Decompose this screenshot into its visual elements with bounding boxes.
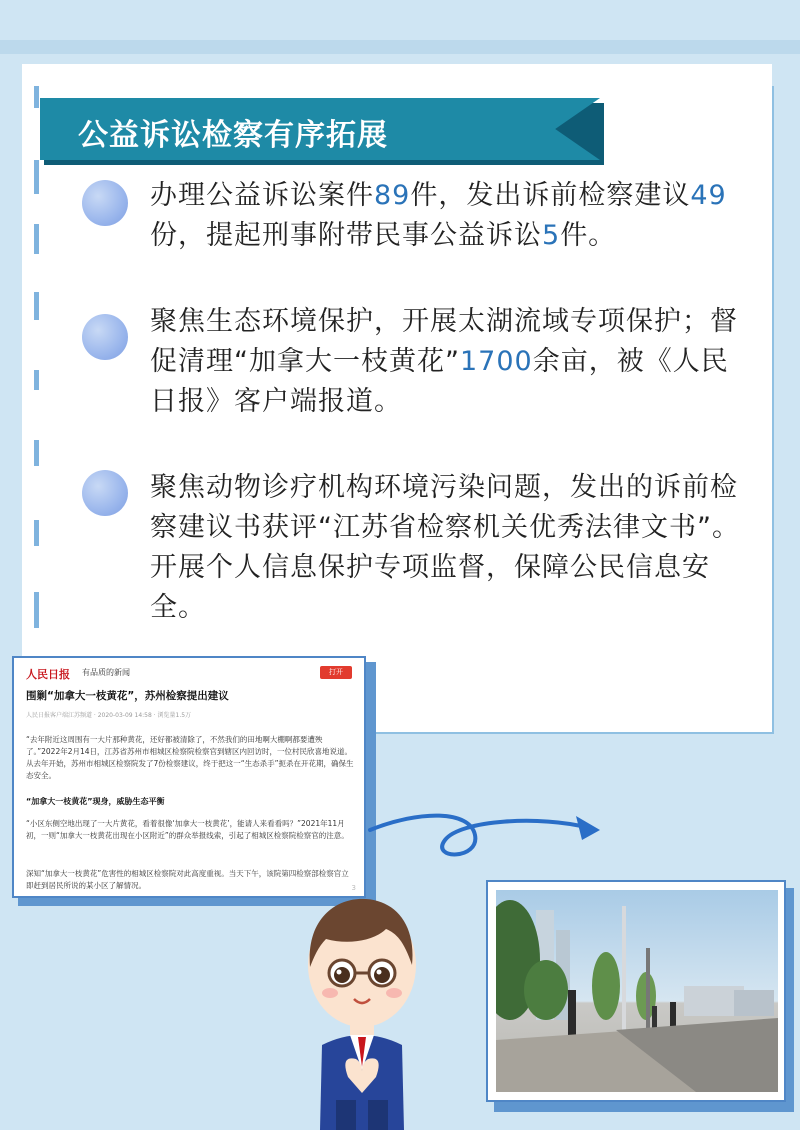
news-slogan: 有品质的新闻: [82, 668, 130, 677]
list-item: [150, 176, 740, 256]
news-headline: 围剿“加拿大一枝黄花”，苏州检察提出建议: [26, 690, 229, 702]
news-paragraph: “去年附近这周围有一大片那种黄花，还好都被清除了，不然我们的田地啊大棚啊都要遭殃了。”2022年2月14日，江苏省苏州市相城区检察院检察官到辖区内回访时，一位村民欣喜地说道。从去年开始，苏州市相城区检察院发了7份检察建议，终于把这一“生态杀手”扼杀在开花期，确保生态安全。: [26, 735, 354, 780]
background-stripe: [0, 40, 800, 54]
highlight-number: 1700: [459, 346, 533, 377]
news-meta: 人民日报客户端江苏频道 · 2020-03-09 14:58 · 浏览量1.5万: [26, 712, 192, 719]
item-text: 份，提起刑事附带民事公益诉讼: [150, 220, 542, 251]
highlight-number: 5: [542, 220, 561, 251]
news-paragraph: 深知“加拿大一枝黄花”危害性的相城区检察院对此高度重视。当天下午，该院第四检察部检察官立即赶到居民所说的某小区了解情况。: [26, 869, 349, 890]
item-text: 余亩，被《人民日报》客户端报道。: [150, 346, 729, 417]
list-item: [150, 468, 740, 628]
news-screenshot: [12, 656, 366, 898]
item-text: 件。: [560, 220, 617, 251]
open-button[interactable]: 打开: [320, 666, 352, 679]
bullet-icon: [82, 314, 128, 360]
news-logo: 人民日报: [26, 668, 70, 681]
item-text: 办理公益诉讼案件: [150, 180, 374, 211]
news-paragraph: “小区东侧空地出现了一大片黄花，看着很像‘加拿大一枝黄花’，能请人来看看吗？”2021年11月初，一则“加拿大一枝黄花出现在小区附近”的群众举报线索，引起了相城区检察院检察官的注意。: [26, 819, 349, 840]
street-photo: [486, 880, 786, 1102]
highlight-number: 89: [374, 180, 411, 211]
list-item: [150, 302, 740, 422]
news-page-number: 3: [351, 884, 356, 892]
news-subhead: “加拿大一枝黄花”现身，威胁生态平衡: [26, 797, 165, 806]
item-text: 件，发出诉前检察建议: [410, 180, 691, 211]
section-title: 公益诉讼检察有序拓展: [78, 118, 388, 153]
bullet-icon: [82, 180, 128, 226]
highlight-number: 49: [690, 180, 727, 211]
bullet-icon: [82, 470, 128, 516]
cartoon-prosecutor-icon: [300, 895, 420, 1130]
item-text: 聚焦动物诊疗机构环境污染问题，发出的诉前检察建议书获评“江苏省检察机关优秀法律文书”。开展个人信息保护专项监督，保障公民信息安全。: [150, 472, 740, 623]
curly-arrow-icon: [360, 800, 610, 880]
item-text: 聚焦生态环境保护，开展太湖流域专项保护；督促清理“加拿大一枝黄花”: [150, 306, 738, 377]
